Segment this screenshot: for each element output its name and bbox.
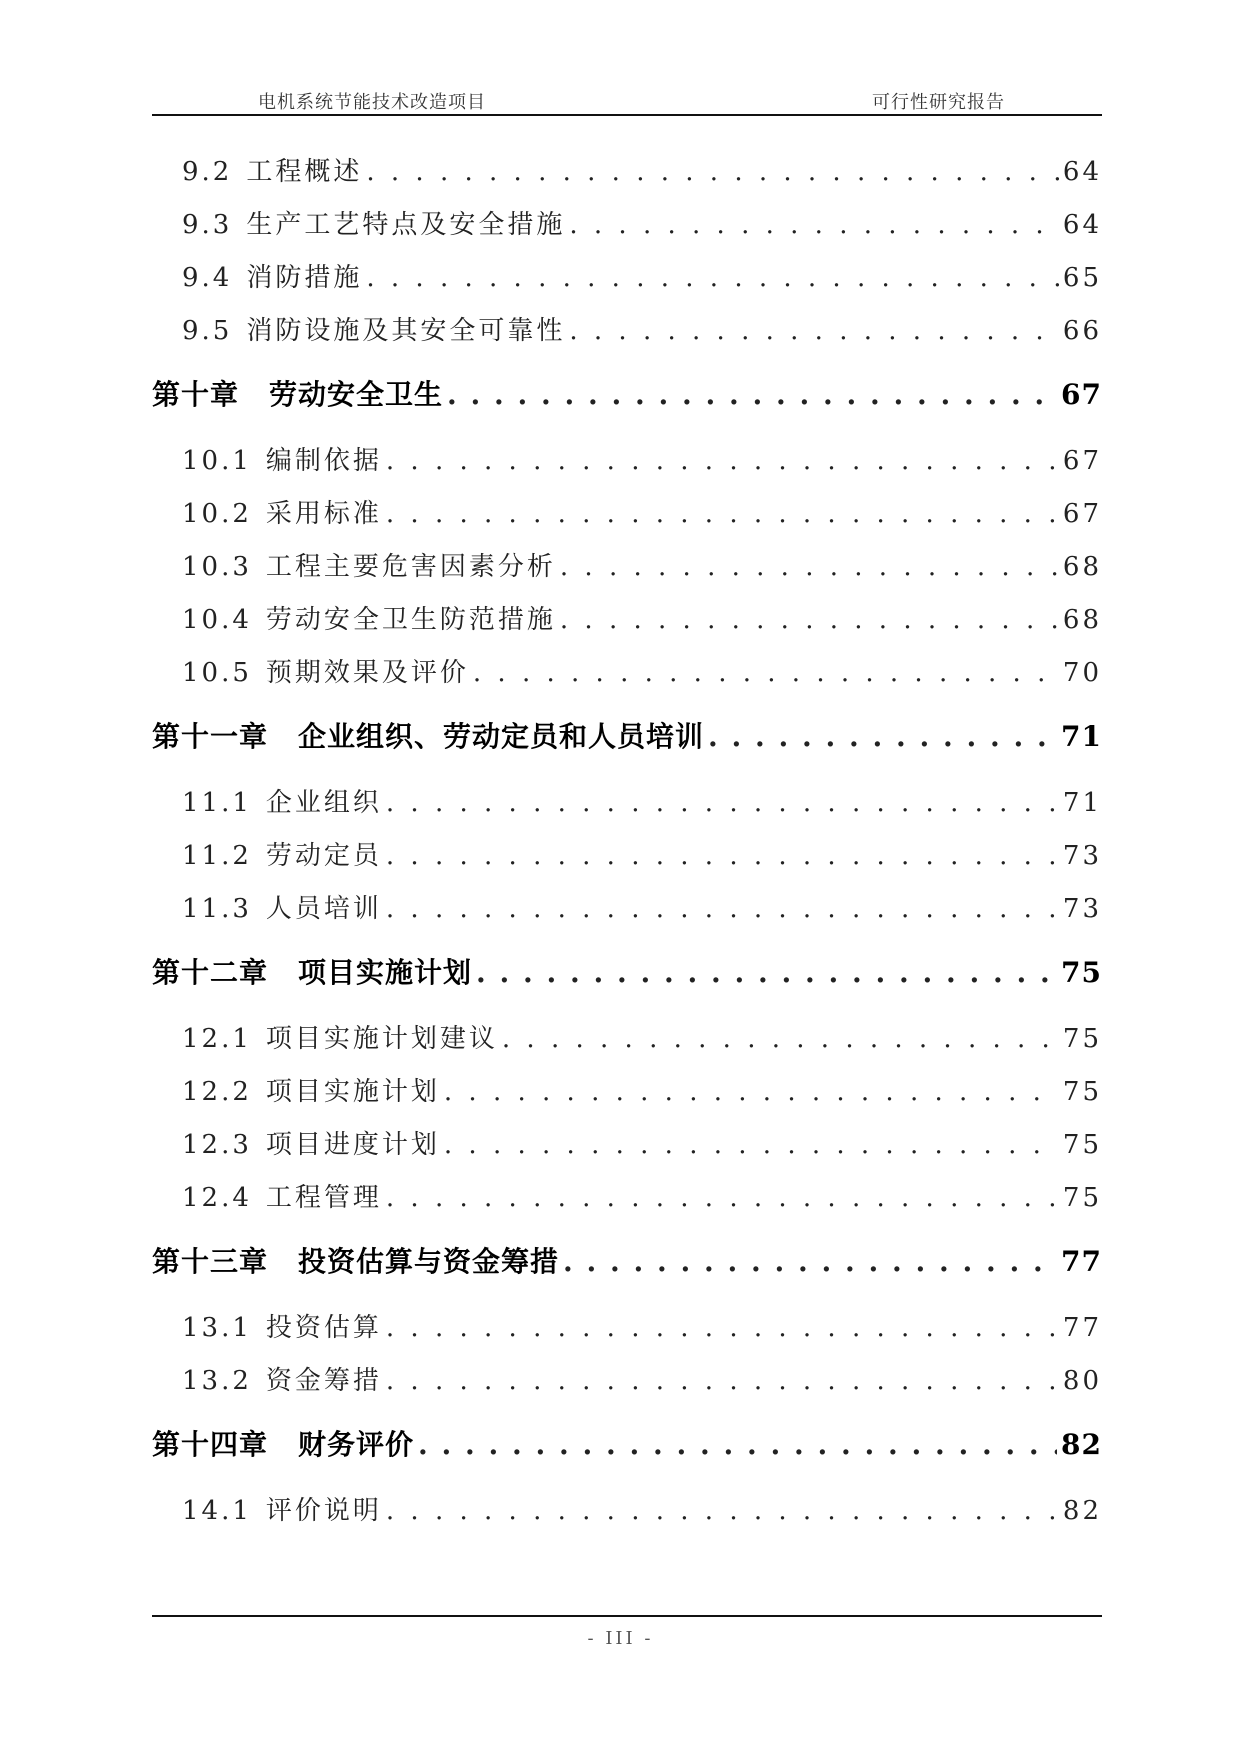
toc-entry-number: 12.3 <box>182 1130 252 1160</box>
toc-entry-title: 劳动定员 <box>265 841 382 871</box>
toc-entry-page-number: 68 <box>1062 605 1102 635</box>
toc-entry-page-number: 71 <box>1061 720 1102 753</box>
toc-entry-page-number: 75 <box>1062 1130 1102 1160</box>
toc-section-entry[interactable] <box>182 1308 1102 1348</box>
toc-entry-title: 劳动安全卫生防范措施 <box>265 605 556 635</box>
toc-entry-title: 工程概述 <box>246 157 363 187</box>
page-number: - III - <box>587 1628 654 1649</box>
toc-entry-title: 消防设施及其安全可靠性 <box>246 316 566 346</box>
toc-entry-title: 预期效果及评价 <box>265 658 469 688</box>
toc-entry-page-number: 82 <box>1062 1496 1102 1526</box>
dot-leader <box>560 600 1059 640</box>
toc-entry-title: 采用标准 <box>265 499 382 529</box>
running-header-report-type: 可行性研究报告 <box>872 92 1005 113</box>
dot-leader <box>473 653 1059 693</box>
toc-entry-number: 9.3 <box>182 210 233 240</box>
toc-entry-page-number: 80 <box>1062 1366 1102 1396</box>
toc-entry-page-number: 71 <box>1062 788 1102 818</box>
toc-entry-number: 10.5 <box>182 658 252 688</box>
toc-entry-number: 10.3 <box>182 552 252 582</box>
toc-entry-number: 10.4 <box>182 605 252 635</box>
dot-leader <box>563 1242 1057 1282</box>
toc-entry-page-number: 75 <box>1062 1183 1102 1213</box>
dot-leader <box>708 717 1057 757</box>
toc-entry-number: 12.1 <box>182 1024 252 1054</box>
toc-entry-page-number: 64 <box>1062 210 1102 240</box>
toc-section-entry[interactable] <box>182 205 1102 245</box>
toc-section-entry[interactable] <box>182 783 1102 823</box>
toc-entry-number: 11.1 <box>182 788 252 818</box>
toc-section-entry[interactable] <box>182 1361 1102 1401</box>
toc-entry-number: 14.1 <box>182 1496 252 1526</box>
toc-section-entry[interactable] <box>182 152 1102 192</box>
toc-entry-number: 11.3 <box>182 894 252 924</box>
toc-section-entry[interactable] <box>182 1491 1102 1531</box>
dot-leader <box>560 547 1059 587</box>
toc-entry-number: 12.4 <box>182 1183 252 1213</box>
toc-chapter-entry[interactable] <box>152 1242 1102 1282</box>
toc-entry-number: 13.2 <box>182 1366 252 1396</box>
toc-entry-title: 财务评价 <box>298 1428 415 1461</box>
dot-leader <box>569 205 1059 245</box>
toc-entry-page-number: 77 <box>1061 1245 1102 1278</box>
toc-chapter-entry[interactable] <box>152 1425 1102 1465</box>
dot-leader <box>386 1361 1059 1401</box>
toc-section-entry[interactable] <box>182 836 1102 876</box>
toc-entry-title: 项目进度计划 <box>265 1130 440 1160</box>
toc-entry-page-number: 65 <box>1062 263 1102 293</box>
toc-entry-title: 评价说明 <box>265 1496 382 1526</box>
toc-chapter-entry[interactable] <box>152 717 1102 757</box>
dot-leader <box>386 783 1059 823</box>
toc-entry-number: 第十二章 <box>152 956 269 989</box>
dot-leader <box>444 1072 1059 1112</box>
dot-leader <box>476 953 1057 993</box>
toc-section-entry[interactable] <box>182 1125 1102 1165</box>
dot-leader <box>386 441 1059 481</box>
toc-section-entry[interactable] <box>182 889 1102 929</box>
footer-rule <box>152 1615 1102 1617</box>
toc-entry-title: 工程主要危害因素分析 <box>265 552 556 582</box>
toc-entry-number: 12.2 <box>182 1077 252 1107</box>
toc-entry-page-number: 73 <box>1062 894 1102 924</box>
toc-entry-title: 消防措施 <box>246 263 363 293</box>
toc-entry-title: 编制依据 <box>265 446 382 476</box>
toc-entry-number: 10.2 <box>182 499 252 529</box>
dot-leader <box>366 258 1059 298</box>
toc-section-entry[interactable] <box>182 1178 1102 1218</box>
toc-entry-number: 第十四章 <box>152 1428 269 1461</box>
dot-leader <box>386 494 1059 534</box>
toc-entry-title: 投资估算与资金筹措 <box>298 1245 560 1278</box>
toc-section-entry[interactable] <box>182 441 1102 481</box>
toc-chapter-entry[interactable] <box>152 375 1102 415</box>
toc-entry-number: 第十章 <box>152 378 240 411</box>
toc-entry-page-number: 68 <box>1062 552 1102 582</box>
toc-section-entry[interactable] <box>182 258 1102 298</box>
toc-entry-title: 资金筹措 <box>265 1366 382 1396</box>
toc-section-entry[interactable] <box>182 1019 1102 1059</box>
toc-entry-title: 工程管理 <box>265 1183 382 1213</box>
dot-leader <box>569 311 1059 351</box>
toc-entry-page-number: 77 <box>1062 1313 1102 1343</box>
toc-section-entry[interactable] <box>182 311 1102 351</box>
toc-section-entry[interactable] <box>182 547 1102 587</box>
toc-entry-page-number: 70 <box>1062 658 1102 688</box>
toc-entry-page-number: 67 <box>1062 499 1102 529</box>
toc-entry-page-number: 82 <box>1061 1428 1102 1461</box>
toc-entry-number: 9.5 <box>182 316 233 346</box>
toc-entry-page-number: 67 <box>1062 446 1102 476</box>
toc-entry-title: 项目实施计划 <box>265 1077 440 1107</box>
dot-leader <box>386 1308 1059 1348</box>
toc-entry-page-number: 64 <box>1062 157 1102 187</box>
toc-entry-title: 企业组织、劳动定员和人员培训 <box>298 720 705 753</box>
dot-leader <box>386 1178 1059 1218</box>
toc-entry-title: 劳动安全卫生 <box>269 378 444 411</box>
toc-entry-number: 13.1 <box>182 1313 252 1343</box>
toc-entry-number: 11.2 <box>182 841 252 871</box>
toc-entry-title: 项目实施计划建议 <box>265 1024 498 1054</box>
toc-entry-title: 企业组织 <box>265 788 382 818</box>
toc-section-entry[interactable] <box>182 1072 1102 1112</box>
toc-section-entry[interactable] <box>182 600 1102 640</box>
toc-chapter-entry[interactable] <box>152 953 1102 993</box>
dot-leader <box>444 1125 1059 1165</box>
toc-section-entry[interactable] <box>182 653 1102 693</box>
toc-entry-page-number: 75 <box>1062 1077 1102 1107</box>
toc-entry-page-number: 67 <box>1061 378 1102 411</box>
dot-leader <box>366 152 1059 192</box>
dot-leader <box>386 889 1059 929</box>
running-header-project-title: 电机系统节能技术改造项目 <box>258 92 486 113</box>
toc-entry-title: 人员培训 <box>265 894 382 924</box>
dot-leader <box>502 1019 1059 1059</box>
toc-entry-title: 生产工艺特点及安全措施 <box>246 210 566 240</box>
dot-leader <box>386 836 1059 876</box>
toc-entry-number: 第十一章 <box>152 720 269 753</box>
toc-entry-number: 9.2 <box>182 157 233 187</box>
toc-entry-number: 9.4 <box>182 263 233 293</box>
toc-entry-number: 10.1 <box>182 446 252 476</box>
toc-entry-title: 投资估算 <box>265 1313 382 1343</box>
toc-entry-number: 第十三章 <box>152 1245 269 1278</box>
toc-entry-page-number: 66 <box>1062 316 1102 346</box>
toc-entry-title: 项目实施计划 <box>298 956 473 989</box>
header-rule <box>152 114 1102 116</box>
toc-entry-page-number: 73 <box>1062 841 1102 871</box>
dot-leader <box>386 1491 1059 1531</box>
toc-entry-page-number: 75 <box>1062 1024 1102 1054</box>
dot-leader <box>447 375 1057 415</box>
toc-section-entry[interactable] <box>182 494 1102 534</box>
toc-entry-page-number: 75 <box>1061 956 1102 989</box>
dot-leader <box>418 1425 1057 1465</box>
